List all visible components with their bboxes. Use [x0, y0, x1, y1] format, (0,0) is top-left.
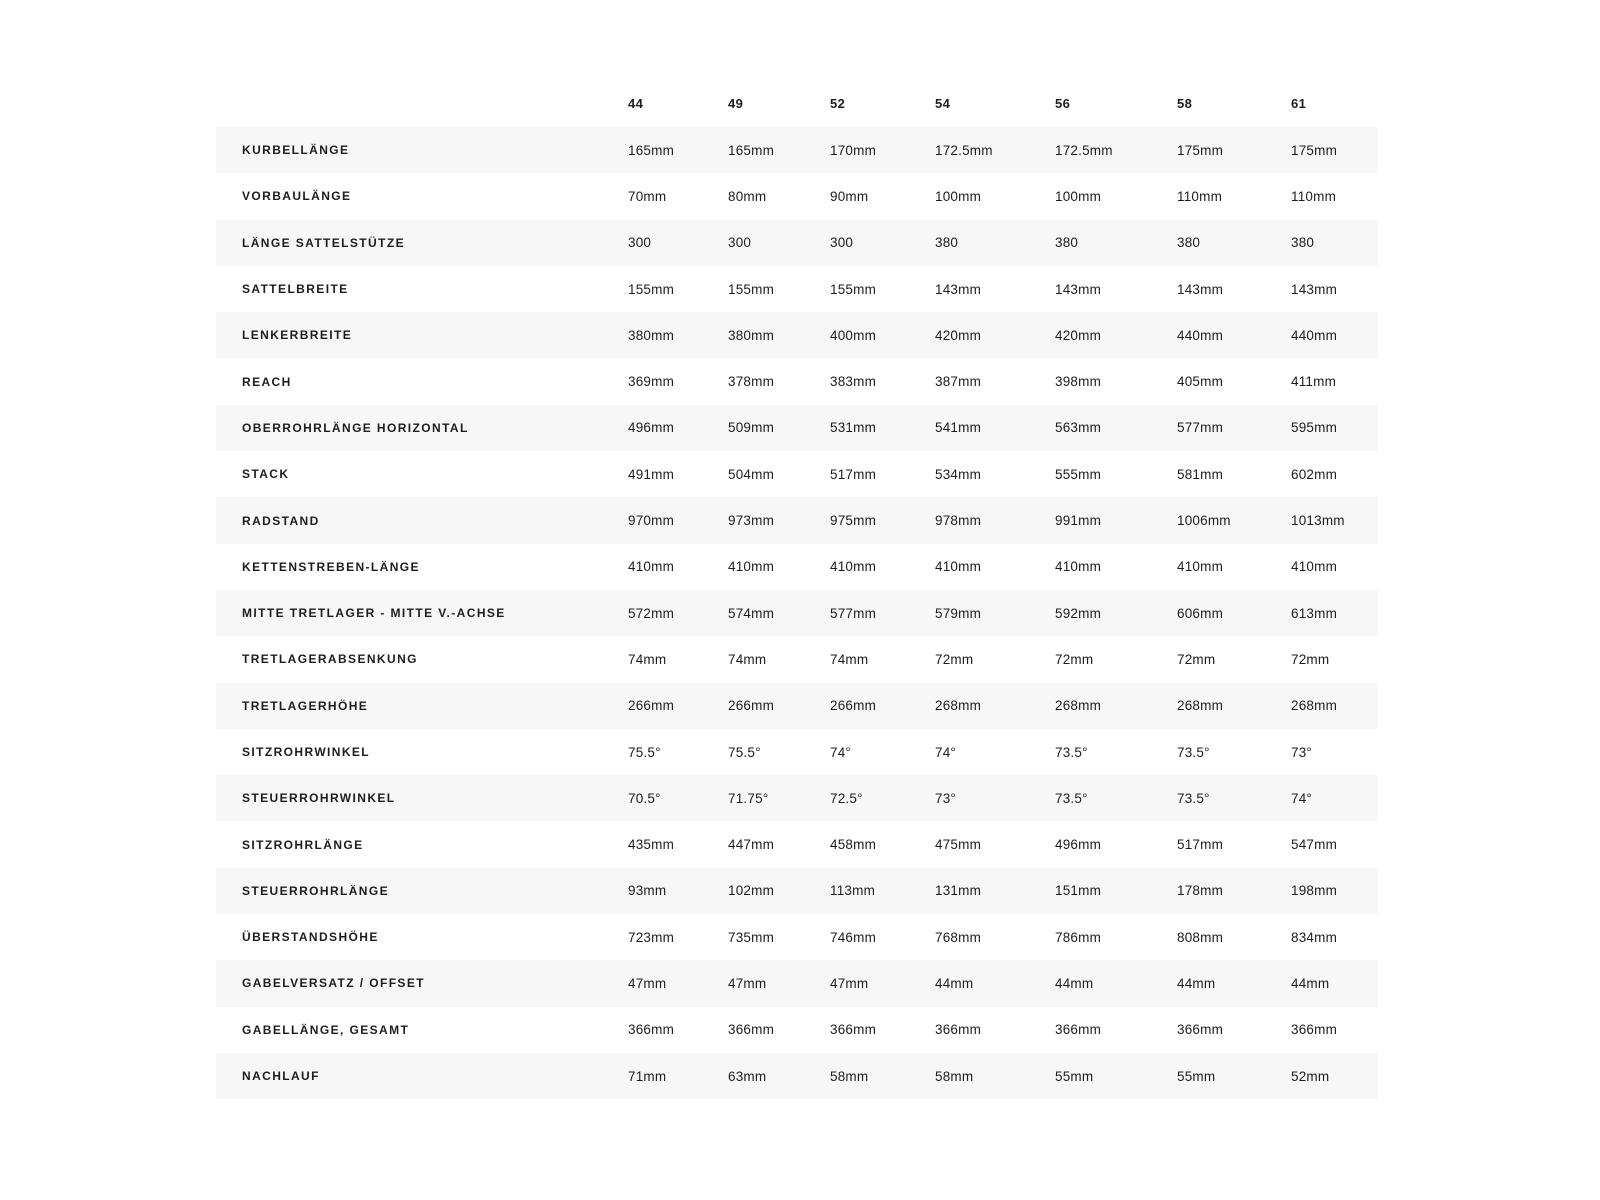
geometry-value: 268mm [1291, 698, 1338, 714]
geometry-value: 380 [935, 235, 959, 251]
table-row [216, 497, 1378, 543]
table-row [216, 914, 1378, 960]
geometry-value: 970mm [628, 513, 675, 529]
table-row [216, 590, 1378, 636]
geometry-value: 602mm [1291, 466, 1338, 482]
geometry-value: 47mm [830, 975, 869, 991]
geometry-value: 410mm [628, 559, 675, 575]
geometry-value: 47mm [628, 975, 667, 991]
geometry-value: 74° [1291, 790, 1313, 806]
geometry-value: 435mm [628, 837, 675, 853]
geometry-value: 420mm [935, 327, 982, 343]
row-label: REACH [242, 374, 292, 389]
geometry-value: 172.5mm [1055, 142, 1113, 158]
row-label: KURBELLÄNGE [242, 143, 350, 158]
geometry-value: 366mm [830, 1022, 877, 1038]
geometry-value: 398mm [1055, 374, 1102, 390]
geometry-value: 834mm [1291, 929, 1338, 945]
geometry-value: 90mm [830, 188, 869, 204]
geometry-value: 70.5° [628, 790, 661, 806]
geometry-value: 151mm [1055, 883, 1102, 899]
row-label: SITZROHRWINKEL [242, 745, 371, 759]
geometry-value: 58mm [830, 1068, 869, 1084]
row-label: MITTE TRETLAGER - MITTE V.-ACHSE [242, 606, 506, 621]
geometry-value: 991mm [1055, 513, 1102, 529]
row-label: KETTENSTREBEN-LÄNGE [242, 559, 420, 574]
geometry-table [216, 80, 1378, 1099]
geometry-value: 143mm [1055, 281, 1102, 297]
geometry-value: 366mm [1055, 1022, 1102, 1038]
geometry-value: 55mm [1177, 1068, 1216, 1084]
geometry-value: 266mm [728, 698, 775, 714]
geometry-table-body [216, 127, 1378, 1099]
geometry-value: 547mm [1291, 837, 1338, 853]
geometry-value: 300 [728, 235, 752, 251]
geometry-value: 366mm [1291, 1022, 1338, 1038]
geometry-value: 606mm [1177, 605, 1224, 621]
geometry-value: 172.5mm [935, 142, 993, 158]
geometry-value: 496mm [1055, 837, 1102, 853]
row-label: LÄNGE SATTELSTÜTZE [242, 235, 405, 250]
geometry-value: 100mm [1055, 188, 1102, 204]
row-label: STEUERROHRWINKEL [242, 791, 396, 806]
table-row [216, 775, 1378, 821]
geometry-value: 572mm [628, 605, 675, 621]
geometry-value: 143mm [1177, 281, 1224, 297]
table-row [216, 358, 1378, 404]
geometry-value: 400mm [830, 327, 877, 343]
geometry-value: 380mm [628, 327, 675, 343]
geometry-value: 266mm [830, 698, 877, 714]
geometry-value: 746mm [830, 929, 877, 945]
geometry-value: 1013mm [1291, 513, 1345, 529]
geometry-value: 577mm [830, 605, 877, 621]
table-row [216, 636, 1378, 682]
geometry-value: 420mm [1055, 327, 1102, 343]
geometry-value: 72.5° [830, 790, 863, 806]
geometry-value: 110mm [1177, 188, 1223, 204]
geometry-value: 440mm [1291, 327, 1338, 343]
geometry-value: 541mm [935, 420, 982, 436]
geometry-value: 72mm [935, 651, 974, 667]
geometry-value: 73.5° [1055, 744, 1088, 760]
geometry-value: 175mm [1177, 142, 1224, 158]
table-row [216, 173, 1378, 219]
row-label: STEUERROHRLÄNGE [242, 883, 390, 898]
geometry-value: 74° [830, 744, 852, 760]
row-label: STACK [242, 467, 290, 482]
geometry-value: 410mm [1291, 559, 1338, 575]
geometry-value: 509mm [728, 420, 775, 436]
geometry-value: 198mm [1291, 883, 1338, 899]
geometry-value: 504mm [728, 466, 775, 482]
geometry-value: 72mm [1055, 651, 1094, 667]
geometry-value: 380mm [728, 327, 775, 343]
geometry-value: 74mm [728, 651, 767, 667]
row-label: VORBAULÄNGE [242, 189, 352, 204]
table-row [216, 1007, 1378, 1053]
geometry-value: 555mm [1055, 466, 1102, 482]
geometry-value: 74mm [830, 651, 869, 667]
geometry-value: 100mm [935, 188, 982, 204]
geometry-value: 75.5° [628, 744, 661, 760]
geometry-value: 74mm [628, 651, 667, 667]
geometry-value: 410mm [935, 559, 982, 575]
geometry-value: 55mm [1055, 1068, 1094, 1084]
geometry-value: 268mm [1055, 698, 1102, 714]
table-row [216, 220, 1378, 266]
geometry-value: 155mm [728, 281, 775, 297]
geometry-value: 131mm [935, 883, 982, 899]
row-label: ÜBERSTANDSHÖHE [242, 930, 379, 945]
geometry-value: 73.5° [1055, 790, 1088, 806]
geometry-value: 72mm [1177, 651, 1216, 667]
geometry-value: 383mm [830, 374, 877, 390]
geometry-value: 440mm [1177, 327, 1224, 343]
geometry-value: 369mm [628, 374, 675, 390]
geometry-value: 613mm [1291, 605, 1338, 621]
geometry-value: 63mm [728, 1068, 767, 1084]
geometry-value: 595mm [1291, 420, 1338, 436]
size-column-header: 44 [628, 96, 644, 111]
geometry-value: 102mm [728, 883, 775, 899]
table-header-row [216, 80, 1378, 127]
geometry-value: 410mm [728, 559, 775, 575]
geometry-value: 574mm [728, 605, 775, 621]
table-row [216, 127, 1378, 173]
row-label: OBERROHRLÄNGE HORIZONTAL [242, 420, 469, 435]
geometry-value: 496mm [628, 420, 675, 436]
geometry-value: 44mm [1055, 975, 1094, 991]
table-row [216, 544, 1378, 590]
row-label: RADSTAND [242, 513, 320, 528]
geometry-value: 143mm [1291, 281, 1338, 297]
row-label: TRETLAGERABSENKUNG [242, 652, 418, 667]
size-column-header: 52 [830, 96, 846, 111]
geometry-value: 113mm [830, 883, 876, 899]
geometry-value: 74° [935, 744, 957, 760]
geometry-value: 72mm [1291, 651, 1330, 667]
geometry-value: 44mm [1291, 975, 1330, 991]
geometry-value: 534mm [935, 466, 982, 482]
row-label: GABELLÄNGE, GESAMT [242, 1022, 410, 1037]
geometry-value: 93mm [628, 883, 667, 899]
geometry-value: 768mm [935, 929, 982, 945]
geometry-value: 808mm [1177, 929, 1224, 945]
geometry-value: 581mm [1177, 466, 1224, 482]
geometry-value: 410mm [1055, 559, 1102, 575]
geometry-value: 75.5° [728, 744, 761, 760]
row-label: LENKERBREITE [242, 328, 353, 343]
size-column-header: 61 [1291, 96, 1307, 111]
geometry-value: 268mm [935, 698, 982, 714]
size-column-header: 54 [935, 96, 951, 111]
geometry-value: 1006mm [1177, 513, 1231, 529]
geometry-value: 458mm [830, 837, 877, 853]
geometry-value: 447mm [728, 837, 775, 853]
table-row [216, 405, 1378, 451]
geometry-value: 975mm [830, 513, 877, 529]
geometry-value: 517mm [830, 466, 877, 482]
geometry-value: 73° [935, 790, 957, 806]
geometry-value: 380 [1291, 235, 1315, 251]
geometry-value: 300 [830, 235, 854, 251]
table-row [216, 1053, 1378, 1099]
table-row [216, 266, 1378, 312]
geometry-value: 268mm [1177, 698, 1224, 714]
geometry-value: 80mm [728, 188, 767, 204]
geometry-value: 165mm [628, 142, 675, 158]
geometry-value: 47mm [728, 975, 767, 991]
geometry-value: 52mm [1291, 1068, 1330, 1084]
table-row [216, 729, 1378, 775]
table-row [216, 821, 1378, 867]
table-row [216, 868, 1378, 914]
geometry-value: 155mm [830, 281, 877, 297]
geometry-value: 266mm [628, 698, 675, 714]
geometry-value: 71mm [628, 1068, 667, 1084]
geometry-value: 71.75° [728, 790, 769, 806]
geometry-value: 491mm [628, 466, 675, 482]
geometry-value: 73.5° [1177, 744, 1210, 760]
geometry-value: 411mm [1291, 374, 1337, 390]
geometry-table-container [216, 80, 1378, 1099]
geometry-value: 165mm [728, 142, 775, 158]
geometry-value: 155mm [628, 281, 675, 297]
geometry-value: 405mm [1177, 374, 1224, 390]
geometry-value: 170mm [830, 142, 877, 158]
table-row [216, 683, 1378, 729]
geometry-value: 577mm [1177, 420, 1224, 436]
table-row [216, 960, 1378, 1006]
geometry-value: 475mm [935, 837, 982, 853]
geometry-value: 366mm [628, 1022, 675, 1038]
table-row [216, 312, 1378, 358]
geometry-value: 300 [628, 235, 652, 251]
geometry-value: 178mm [1177, 883, 1224, 899]
geometry-value: 973mm [728, 513, 775, 529]
geometry-value: 366mm [1177, 1022, 1224, 1038]
geometry-value: 366mm [935, 1022, 982, 1038]
geometry-value: 723mm [628, 929, 675, 945]
row-label: SATTELBREITE [242, 282, 349, 297]
geometry-value: 44mm [935, 975, 974, 991]
row-label-header [216, 80, 628, 127]
size-column-header: 49 [728, 96, 744, 111]
geometry-value: 735mm [728, 929, 775, 945]
geometry-value: 44mm [1177, 975, 1216, 991]
table-row [216, 451, 1378, 497]
geometry-value: 378mm [728, 374, 775, 390]
geometry-value: 410mm [1177, 559, 1224, 575]
geometry-value: 58mm [935, 1068, 974, 1084]
geometry-value: 143mm [935, 281, 982, 297]
geometry-value: 531mm [830, 420, 877, 436]
geometry-value: 786mm [1055, 929, 1102, 945]
size-column-header: 56 [1055, 96, 1071, 111]
geometry-value: 592mm [1055, 605, 1102, 621]
geometry-value: 579mm [935, 605, 982, 621]
geometry-value: 175mm [1291, 142, 1338, 158]
geometry-value: 380 [1055, 235, 1079, 251]
row-label: TRETLAGERHÖHE [242, 698, 369, 713]
geometry-value: 517mm [1177, 837, 1224, 853]
geometry-value: 110mm [1291, 188, 1337, 204]
row-label: GABELVERSATZ / OFFSET [242, 976, 425, 991]
geometry-value: 387mm [935, 374, 982, 390]
row-label: NACHLAUF [242, 1069, 320, 1084]
size-column-header: 58 [1177, 96, 1193, 111]
geometry-value: 366mm [728, 1022, 775, 1038]
geometry-value: 380 [1177, 235, 1201, 251]
geometry-value: 70mm [628, 188, 667, 204]
row-label: SITZROHRLÄNGE [242, 837, 364, 852]
geometry-value: 73.5° [1177, 790, 1210, 806]
geometry-value: 410mm [830, 559, 877, 575]
geometry-value: 73° [1291, 744, 1313, 760]
geometry-value: 563mm [1055, 420, 1102, 436]
geometry-value: 978mm [935, 513, 982, 529]
